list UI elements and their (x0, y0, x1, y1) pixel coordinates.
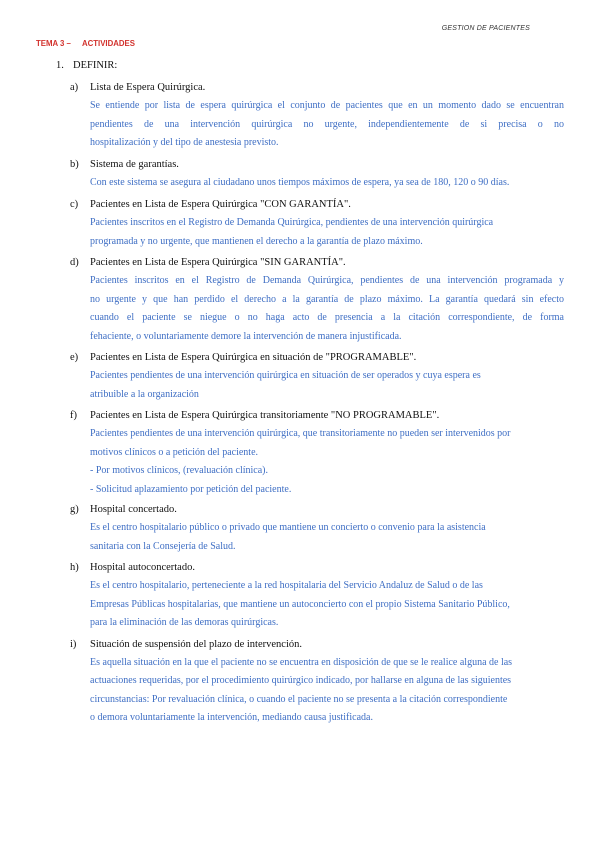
definition-item (70, 500, 564, 556)
description-line: Empresas Públicas hospitalarias, que mantiene un autoconcierto con el propio Sistema Sanitario Público, (90, 598, 510, 610)
description-line: no urgente y que han perdido el derecho a la garantía de plazo máximo. La garantía quedará sin efecto (90, 293, 564, 305)
item-letter: b) (70, 158, 79, 170)
item-letter: d) (70, 257, 79, 268)
item-letter: f) (70, 410, 77, 421)
description-line: o demora voluntariamente la intervención, mediando causa justificada. (90, 712, 373, 723)
item-term: Situación de suspensión del plazo de intervención. (90, 638, 302, 650)
tema-heading (36, 38, 135, 48)
tema-label: TEMA 3 – (36, 38, 71, 48)
item-description (90, 214, 564, 251)
section-heading (56, 60, 117, 71)
description-line: Es el centro hospitalario público o privado que mantiene un concierto o convenio para la asistencia (90, 522, 486, 533)
item-description (90, 654, 564, 728)
description-line: cuando el paciente se niegue o no haga acto de presencia a la citación correspondiente, de forma (90, 312, 564, 323)
definition-item (70, 635, 564, 728)
item-term: Hospital autoconcertado. (90, 562, 195, 573)
definition-item (70, 558, 564, 633)
item-letter: g) (70, 504, 79, 515)
item-term: Pacientes en Lista de Espera Quirúrgica transitoriamente "NO PROGRAMABLE". (90, 410, 440, 421)
section-title: DEFINIR: (73, 60, 118, 71)
definition-item (70, 348, 564, 404)
description-line: Con este sistema se asegura al ciudadano unos tiempos máximos de espera, ya sea de 180, 120 o 90 días. (90, 176, 510, 188)
description-line: Es el centro hospitalario, perteneciente a la red hospitalaria del Servicio Andaluz de Salud o de las (90, 580, 483, 591)
description-line: - Solicitud aplazamiento por petición del paciente. (90, 483, 292, 495)
definition-item (70, 155, 564, 193)
description-line: para la eliminación de las demoras quirúrgicas. (90, 617, 279, 628)
description-line: actuaciones requeridas, por el procedimiento quirúrgico indicado, por hallarse en alguna de las siguientes (90, 675, 512, 686)
item-term: Sistema de garantías. (90, 158, 179, 170)
item-letter: i) (70, 638, 77, 650)
item-description (90, 97, 564, 153)
description-line: sanitaria con la Consejería de Salud. (90, 540, 236, 552)
tema-section: ACTIVIDADES (81, 38, 135, 48)
item-term: Pacientes en Lista de Espera Quirúrgica en situación de "PROGRAMABLE". (90, 352, 417, 363)
item-term: Pacientes en Lista de Espera Quirúrgica "SIN GARANTÍA". (90, 257, 346, 268)
item-description (90, 425, 564, 499)
item-term: Lista de Espera Quirúrgica. (90, 82, 206, 93)
description-line: circunstancias: Por revaluación clínica, o cuando el paciente no se presenta a la citación correspondiente (90, 693, 508, 705)
description-line: atribuible a la organización (90, 388, 199, 400)
item-term: Pacientes en Lista de Espera Quirúrgica "CON GARANTÍA". (90, 199, 351, 210)
definition-list (70, 78, 564, 728)
item-description (90, 577, 564, 633)
description-line: hospitalización y del tipo de anestesia previsto. (90, 137, 279, 148)
description-line: Pacientes pendientes de una intervención quirúrgica en situación de ser operados y cuya espera es (90, 370, 481, 381)
item-letter: h) (70, 562, 79, 573)
item-description (90, 367, 564, 404)
description-line: Pacientes inscritos en el Registro de Demanda Quirúrgica, pendientes de una intervención programada y (90, 275, 564, 286)
running-header: GESTION DE PACIENTES (441, 25, 530, 32)
section-number: 1. (56, 60, 64, 71)
description-line: programada y no urgente, que mantienen el derecho a la garantía de plazo máximo. (90, 235, 423, 247)
definition-item (70, 195, 564, 251)
item-letter: a) (70, 82, 79, 93)
item-description (90, 519, 564, 556)
description-line: fehaciente, o voluntariamente demore la intervención de manera injustificada. (90, 330, 402, 342)
description-line: Se entiende por lista de espera quirúrgica el conjunto de pacientes que en un momento dado se encuentran (90, 100, 564, 111)
definition-item (70, 78, 564, 153)
item-letter: c) (70, 199, 79, 210)
description-line: pendientes de una intervención quirúrgica no urgente, independientemente de si precisa o no (90, 118, 564, 130)
item-description (90, 174, 564, 193)
item-description (90, 272, 564, 346)
item-letter: e) (70, 352, 79, 363)
description-line: Pacientes inscritos en el Registro de Demanda Quirúrgica, pendientes de una intervención quirúrgica (90, 217, 494, 228)
description-line: Es aquella situación en la que el paciente no se encuentra en disposición de que se le realice alguna de las (90, 656, 513, 668)
description-line: motivos clínicos o a petición del paciente. (90, 446, 259, 458)
description-line: Pacientes pendientes de una intervención quirúrgica, que transitoriamente no pueden ser intervenidos por (90, 428, 511, 439)
description-line: - Por motivos clínicos, (revaluación clínica). (90, 465, 269, 476)
item-term: Hospital concertado. (90, 504, 177, 515)
definition-item (70, 253, 564, 346)
definition-item (70, 406, 564, 499)
